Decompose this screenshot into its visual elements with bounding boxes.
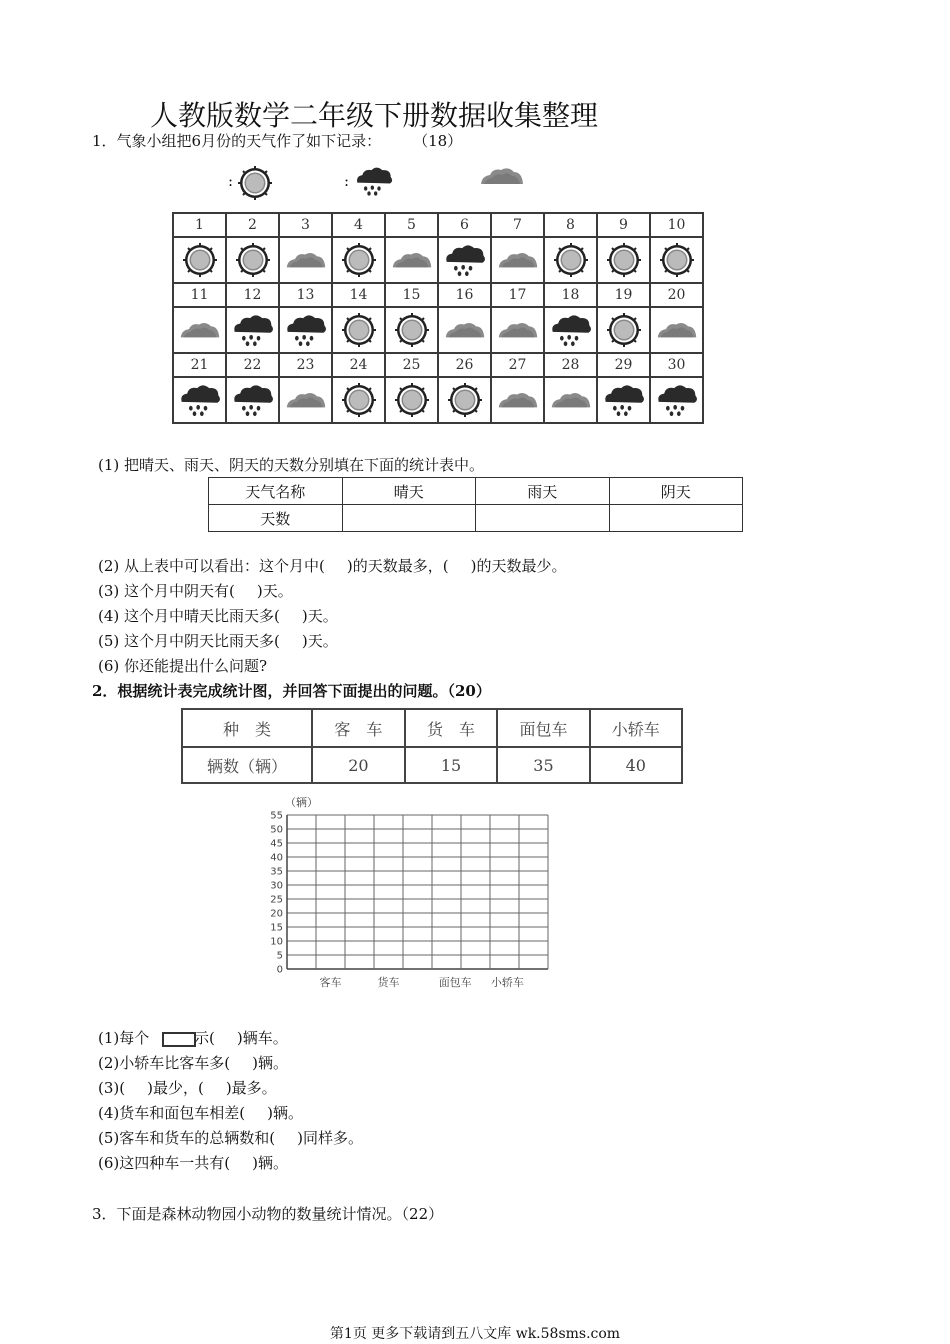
calendar-weather-cell — [544, 377, 597, 423]
calendar-weather-cell — [332, 377, 385, 423]
header-cloudy: 阴天 — [609, 478, 743, 505]
truck-count: 15 — [405, 747, 498, 783]
header-weather-name: 天气名称 — [209, 478, 343, 505]
calendar-day-number: 23 — [279, 353, 332, 377]
q2-sub4-text-b: )辆。 — [267, 1104, 303, 1122]
calendar-weather-cell — [650, 237, 703, 283]
calendar-weather-cell — [438, 307, 491, 353]
q1-score: （18） — [413, 132, 463, 150]
calendar-weather-cell — [279, 307, 332, 353]
calendar-day-number: 18 — [544, 283, 597, 307]
calendar-weather-cell — [332, 307, 385, 353]
legend-colon-2: : — [344, 172, 350, 190]
calendar-weather-cell — [438, 377, 491, 423]
header-truck: 货 车 — [405, 709, 498, 747]
y-tick-label: 35 — [270, 866, 283, 878]
chart-yticks — [270, 811, 283, 976]
rainy-icon — [602, 381, 646, 419]
q2-sub1-text-b: 示( — [194, 1029, 215, 1047]
cloudy-icon — [478, 164, 526, 188]
rainy-icon — [655, 381, 699, 419]
cloudy-icon — [178, 319, 222, 341]
q2-sub1-text-a: (1)每个 — [98, 1029, 150, 1047]
rainy-icon — [178, 381, 222, 419]
y-tick-label: 50 — [270, 824, 283, 836]
calendar-weather-cell — [438, 237, 491, 283]
q2-sub1-text-c: )辆车。 — [236, 1029, 288, 1047]
y-tick-label: 5 — [276, 950, 283, 962]
calendar-weather-cell — [597, 237, 650, 283]
q1-sub3-text-b: )天。 — [256, 582, 293, 600]
q2-sub4 — [98, 1103, 303, 1123]
calendar-weather-cell — [173, 237, 226, 283]
calendar-weather-cell — [650, 377, 703, 423]
calendar-weather-cell — [491, 237, 544, 283]
row-label-days: 天数 — [209, 505, 343, 532]
q1-sub4-text-b: )天。 — [301, 607, 338, 625]
row-label-count: 辆数（辆） — [182, 747, 312, 783]
q2-sub4-text-a: (4)货车和面包车相差( — [98, 1104, 246, 1122]
y-tick-label: 40 — [270, 852, 283, 864]
sunny-icon — [342, 383, 376, 417]
calendar-weather-cell — [491, 307, 544, 353]
q1-sub2-text-a: (2) 从上表中可以看出：这个月中( — [98, 557, 325, 575]
q1-sub3 — [98, 581, 293, 601]
calendar-day-row — [173, 353, 703, 377]
calendar-weather-cell — [650, 307, 703, 353]
legend-colon: : — [228, 172, 234, 190]
calendar-day-number: 15 — [385, 283, 438, 307]
calendar-day-number: 25 — [385, 353, 438, 377]
rainy-days-cell[interactable] — [476, 505, 610, 532]
calendar-day-number: 28 — [544, 353, 597, 377]
calendar-weather-cell — [173, 307, 226, 353]
q1-sub5-text-b: )天。 — [301, 632, 338, 650]
calendar-weather-cell — [385, 307, 438, 353]
calendar-day-number: 10 — [650, 213, 703, 237]
q2-intro: 2．根据统计表完成统计图，并回答下面提出的问题。（20） — [92, 682, 491, 700]
y-tick-label: 25 — [270, 894, 283, 906]
calendar-weather-row — [173, 237, 703, 283]
calendar-weather-cell — [173, 377, 226, 423]
rainy-icon — [231, 381, 275, 419]
page-title: 人教版数学二年级下册数据收集整理 — [150, 99, 599, 132]
q1-sub2-text-c: )的天数最少。 — [470, 557, 567, 575]
calendar-day-number: 1 — [173, 213, 226, 237]
page-footer: 第1页 更多下载请到五八文库 wk.58sms.com — [329, 1326, 621, 1342]
q3-intro: 3．下面是森林动物园小动物的数量统计情况。（22） — [92, 1205, 444, 1223]
cloudy-icon — [496, 319, 540, 341]
y-tick-label: 45 — [270, 838, 283, 850]
x-category-label: 面包车 — [438, 976, 472, 989]
calendar-weather-cell — [385, 237, 438, 283]
y-tick-label: 30 — [270, 880, 283, 892]
calendar-day-number: 19 — [597, 283, 650, 307]
calendar-day-row — [173, 283, 703, 307]
calendar-day-number: 13 — [279, 283, 332, 307]
q1-sub1: (1) 把晴天、雨天、阴天的天数分别填在下面的统计表中。 — [98, 456, 485, 474]
header-rainy: 雨天 — [476, 478, 610, 505]
calendar-weather-cell — [544, 237, 597, 283]
q2-sub3 — [98, 1078, 277, 1098]
q2-sub2 — [98, 1053, 288, 1073]
cloudy-icon — [284, 389, 328, 411]
q1-intro — [92, 131, 462, 151]
q2-sub3-text-b: )最少，( — [147, 1079, 204, 1097]
sunny-icon — [660, 243, 694, 277]
calendar-day-number: 27 — [491, 353, 544, 377]
calendar-day-number: 4 — [332, 213, 385, 237]
q1-sub3-text-a: (3) 这个月中阴天有( — [98, 582, 235, 600]
sunny-icon — [236, 243, 270, 277]
q1-sub2 — [98, 556, 566, 576]
vehicle-count-row — [182, 747, 682, 783]
cloudy-icon — [655, 319, 699, 341]
q1-intro-text: 1．气象小组把6月份的天气作了如下记录： — [92, 132, 382, 150]
calendar-day-number: 6 — [438, 213, 491, 237]
calendar-day-number: 22 — [226, 353, 279, 377]
header-sunny: 晴天 — [342, 478, 476, 505]
calendar-weather-cell — [226, 237, 279, 283]
q2-sub6 — [98, 1153, 288, 1173]
rainy-icon — [443, 241, 487, 279]
sunny-icon — [554, 243, 588, 277]
q2-sub5-text-a: (5)客车和货车的总辆数和( — [98, 1129, 276, 1147]
y-tick-label: 15 — [270, 922, 283, 934]
q1-sub5-text-a: (5) 这个月中阴天比雨天多( — [98, 632, 280, 650]
cloudy-days-cell[interactable] — [609, 505, 743, 532]
calendar-weather-cell — [544, 307, 597, 353]
cloudy-icon — [496, 249, 540, 271]
q2-sub5 — [98, 1128, 363, 1148]
chart-grid — [287, 815, 548, 969]
calendar-day-number: 16 — [438, 283, 491, 307]
unit-square-icon — [162, 1032, 196, 1047]
sunny-days-cell[interactable] — [342, 505, 476, 532]
calendar-weather-row — [173, 377, 703, 423]
calendar-weather-cell — [332, 237, 385, 283]
calendar-day-number: 14 — [332, 283, 385, 307]
calendar-day-row — [173, 213, 703, 237]
q1-sub5 — [98, 631, 338, 651]
sunny-icon — [607, 313, 641, 347]
q2-sub2-text-b: )辆。 — [252, 1054, 288, 1072]
calendar-weather-cell — [597, 307, 650, 353]
q2-sub3-text-a: (3)( — [98, 1079, 126, 1097]
calendar-day-number: 12 — [226, 283, 279, 307]
calendar-weather-cell — [279, 237, 332, 283]
header-van: 面包车 — [497, 709, 589, 747]
x-category-label: 货车 — [377, 976, 400, 989]
calendar-weather-cell — [226, 307, 279, 353]
y-tick-label: 20 — [270, 908, 283, 920]
weather-stat-header-row — [209, 478, 743, 505]
calendar-day-number: 5 — [385, 213, 438, 237]
calendar-day-number: 8 — [544, 213, 597, 237]
rainy-icon — [354, 164, 394, 198]
vehicle-stat-table — [181, 708, 683, 784]
header-car: 小轿车 — [590, 709, 682, 747]
q2-sub6-text-b: )辆。 — [252, 1154, 288, 1172]
sunny-icon — [183, 243, 217, 277]
q1-sub2-text-b: )的天数最多，( — [346, 557, 449, 575]
sunny-icon — [607, 243, 641, 277]
calendar-weather-cell — [491, 377, 544, 423]
q2-sub6-text-a: (6)这四种车一共有( — [98, 1154, 231, 1172]
calendar-weather-cell — [597, 377, 650, 423]
weather-calendar — [172, 212, 704, 424]
calendar-day-number: 26 — [438, 353, 491, 377]
calendar-day-number: 2 — [226, 213, 279, 237]
calendar-day-number: 24 — [332, 353, 385, 377]
rainy-icon — [284, 311, 328, 349]
calendar-weather-cell — [385, 377, 438, 423]
q1-sub6: (6) 你还能提出什么问题? — [98, 657, 268, 675]
cloudy-icon — [284, 249, 328, 271]
calendar-day-number: 30 — [650, 353, 703, 377]
y-tick-label: 10 — [270, 936, 283, 948]
calendar-day-number: 17 — [491, 283, 544, 307]
y-tick-label: 0 — [276, 964, 283, 976]
q1-sub4 — [98, 606, 338, 626]
header-kind: 种 类 — [182, 709, 312, 747]
weather-stat-days-row — [209, 505, 743, 532]
y-tick-label: 55 — [270, 810, 283, 822]
q2-sub1 — [98, 1028, 288, 1048]
cloudy-icon — [443, 319, 487, 341]
calendar-day-number: 7 — [491, 213, 544, 237]
cloudy-icon — [549, 389, 593, 411]
sunny-icon — [342, 313, 376, 347]
sunny-icon — [395, 313, 429, 347]
calendar-day-number: 20 — [650, 283, 703, 307]
van-count: 35 — [497, 747, 589, 783]
calendar-day-number: 9 — [597, 213, 650, 237]
sunny-icon — [342, 243, 376, 277]
sunny-icon — [238, 166, 272, 200]
x-category-label: 客车 — [319, 976, 342, 989]
q2-sub3-text-c: )最多。 — [225, 1079, 277, 1097]
cloudy-icon — [496, 389, 540, 411]
calendar-day-number: 21 — [173, 353, 226, 377]
calendar-weather-cell — [279, 377, 332, 423]
header-bus: 客 车 — [312, 709, 405, 747]
calendar-day-number: 3 — [279, 213, 332, 237]
sunny-icon — [395, 383, 429, 417]
rainy-icon — [231, 311, 275, 349]
calendar-weather-row — [173, 307, 703, 353]
q2-sub2-text-a: (2)小轿车比客车多( — [98, 1054, 231, 1072]
cloudy-icon — [390, 249, 434, 271]
car-count: 40 — [590, 747, 682, 783]
q2-sub5-text-b: )同样多。 — [297, 1129, 363, 1147]
vehicle-bar-chart — [255, 794, 565, 994]
x-category-label: 小轿车 — [490, 976, 524, 989]
chart-ylabel: （辆） — [285, 796, 318, 809]
chart-xlabels — [320, 975, 524, 989]
rainy-icon — [549, 311, 593, 349]
calendar-weather-cell — [226, 377, 279, 423]
vehicle-header-row — [182, 709, 682, 747]
q1-sub4-text-a: (4) 这个月中晴天比雨天多( — [98, 607, 280, 625]
calendar-day-number: 29 — [597, 353, 650, 377]
weather-stat-table — [208, 477, 743, 532]
calendar-day-number: 11 — [173, 283, 226, 307]
sunny-icon — [448, 383, 482, 417]
bus-count: 20 — [312, 747, 405, 783]
